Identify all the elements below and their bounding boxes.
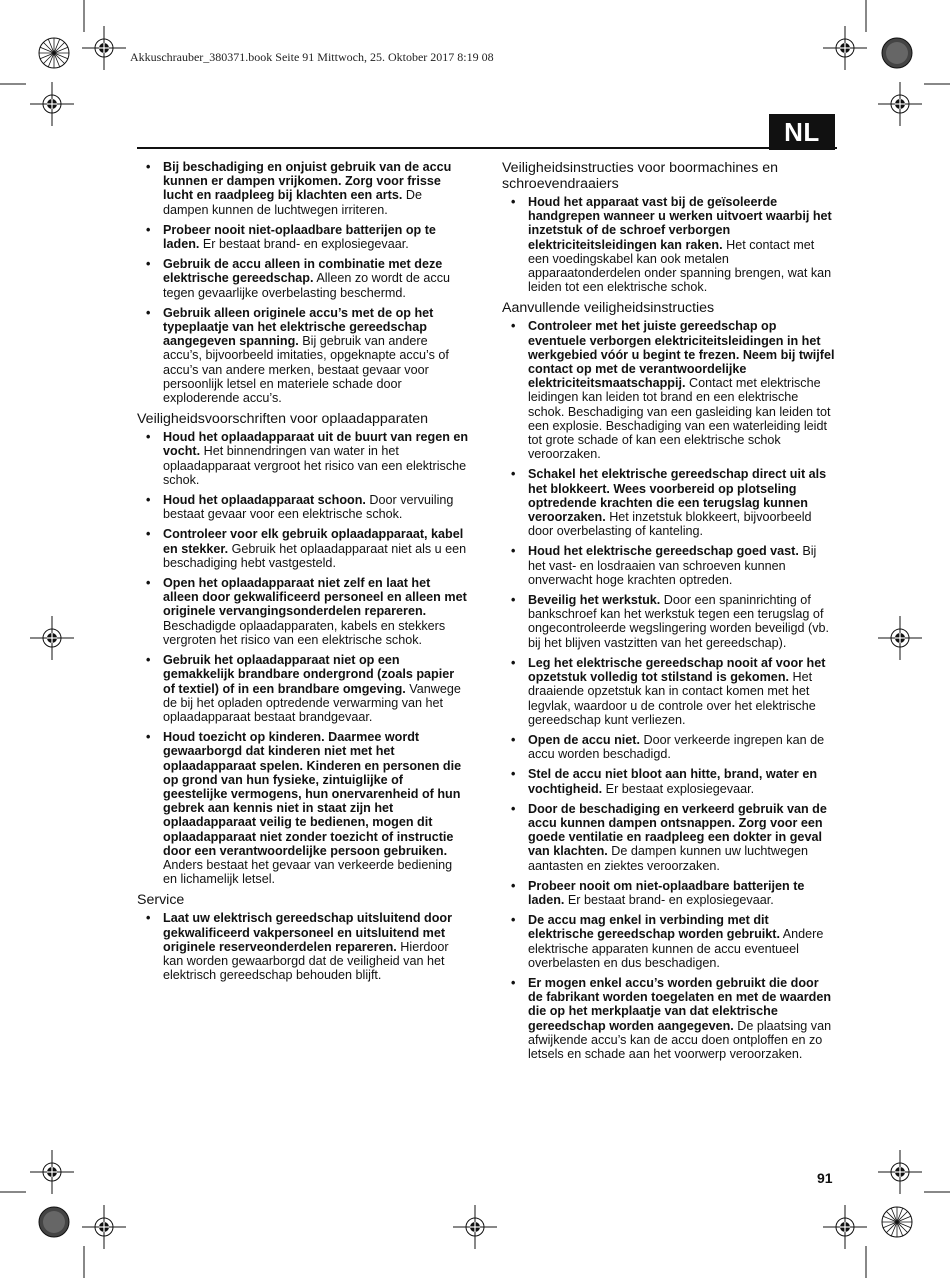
instruction-item [137,730,469,886]
instruction-bold-text: Houd het oplaadapparaat schoon. [163,493,366,508]
instruction-bold-text: Houd het apparaat vast bij de geïsoleerde handgrepen wanneer u werken uitvoert waarbij het inzetstuk of de schroef verborgen elektriciteitsleidingen kan raken. [528,195,832,252]
instruction-item [137,306,469,405]
instruction-text: Er bestaat brand- en explosiegevaar. [199,237,409,252]
language-badge: NL [769,114,835,150]
instruction-item [137,911,469,982]
instruction-bold-text: Probeer nooit niet-oplaadbare batterijen op te laden. [163,222,436,252]
instruction-text: De plaatsing van afwijkende accu’s kan de accu doen ontploffen en zo letsels en schade aan het voorwerp veroorzaken. [528,1018,832,1061]
instruction-bold-text: Open de accu niet. [528,732,640,747]
instruction-text: De dampen kunnen uw luchtwegen aantasten en ziektes veroorzaken. [528,844,809,873]
instruction-bold-text: Probeer nooit om niet-oplaadbare batterijen te laden. [528,878,805,907]
instruction-item [502,767,835,795]
instruction-list [502,319,835,1061]
instruction-text: Contact met elektrische leidingen kan leiden tot brand en een elektrische schok. Beschadiging van een gasleiding kan leiden tot een explosie. Beschadiging van een waterleiding leidt tot grote schade of kan een elektrische schok veroorzaken. [528,376,831,462]
instruction-item [137,430,469,487]
instruction-text: Er bestaat brand- en explosiegevaar. [564,892,774,907]
section-heading: Veiligheidsinstructies voor boormachines en schroevendraaiers [502,160,779,192]
section-heading: Aanvullende veiligheidsinstructies [502,300,715,317]
instruction-bold-text: Open het oplaadapparaat niet zelf en laat het alleen door gekwalificeerd personeel en alleen met originele vervangingsonderdelen repareren. [163,576,467,619]
instruction-item [502,467,835,538]
instruction-text: Door een spaninrichting of bankschroef kan het werkstuk tegen een terugslag of ongecontroleerde wegslingering worden beveiligd (vb. bij het blijven vastzitten van het gereedschap). [528,593,830,650]
instruction-bold-text: Gebruik de accu alleen in combinatie met deze elektrische gereedschap. [163,257,443,286]
instruction-bold-text: Houd toezicht op kinderen. Daarmee wordt gewaarborgd dat kinderen niet met het oplaadapparaat spelen. Kinderen en personen die op grond van hun fysieke, zintuiglijke of geestelijke vermogens, hun onervarenheid of hun gebrek aan kennis niet in staat zijn het oplaadapparaat veilig te bedienen, mogen dit oplaadapparaat niet zonder toezicht of instructie door een verantwoordelijke persoon gebruiken. [163,730,462,858]
instruction-bold-text: Houd het oplaadapparaat uit de buurt van regen en vocht. [163,430,469,459]
instruction-item [137,493,469,521]
instruction-text: Bij het vast- en losdraaien van schroeven kunnen onverwacht hoge krachten optreden. [528,544,817,587]
instruction-text: De dampen kunnen de luchtwegen irriteren. [163,188,422,217]
left-column [137,160,469,988]
instruction-text: Het draaiende opzetstuk kan in contact komen met het legvlak, waardoor u de controle over het elektrische gereedschap kunt verliezen. [528,670,816,727]
instruction-item [502,913,835,970]
instruction-text: Het binnendringen van water in het oplaadapparaat vergroot het risico van een elektrische schok. [163,444,467,487]
instruction-text: Het inzetstuk blokkeert, bijvoorbeeld door overbelasting of kanteling. [528,510,812,539]
instruction-item [137,160,469,217]
instruction-bold-text: Door de beschadiging en verkeerd gebruik van de accu kunnen dampen ontsnappen. Zorg voor een goede ventilatie en raadpleeg een dokter in geval van klachten. [528,801,827,859]
instruction-item [502,656,835,727]
instruction-text: Bij gebruik van andere accu’s, bijvoorbeeld imitaties, opgeknapte accu’s of accu’s van andere merken, bestaat gevaar voor persoonlijk letsel en materiele schade door exploderende accu’s. [163,334,449,406]
section-heading: Veiligheidsvoorschriften voor oplaadapparaten [137,411,429,428]
instruction-item [502,544,835,587]
print-file-info: Akkuschrauber_380371.book Seite 91 Mittwoch, 25. Oktober 2017 8:19 08 [130,50,494,64]
instruction-text: Door verkeerde ingrepen kan de accu worden beschadigd. [528,732,825,762]
instruction-list [137,160,469,405]
instruction-item [502,593,835,650]
instruction-item [502,976,835,1061]
instruction-text: Er bestaat explosiegevaar. [602,781,755,796]
instruction-text: Andere elektrische apparaten kunnen de accu eventueel overbelasten en dus beschadigen. [528,927,824,970]
instruction-text: Door vervuiling bestaat gevaar voor een elektrische schok. [163,493,454,522]
instruction-bold-text: Er mogen enkel accu’s worden gebruikt die door de fabrikant worden toegelaten en met de waarden die op het merkplaatje van dat elektrische gereedschap worden aangegeven. [528,975,832,1033]
instruction-item [137,257,469,300]
instruction-item [502,733,835,761]
instruction-text: Anders bestaat het gevaar van verkeerde bediening en lichamelijk letsel. [163,857,453,887]
page-number: 91 [817,1170,833,1186]
instruction-list [137,911,469,982]
instruction-text: Alleen zo wordt de accu tegen gevaarlijke overbelasting beschermd. [163,271,451,300]
instruction-item [137,223,469,251]
instruction-text: Beschadigde oplaadapparaten, kabels en stekkers vergroten het risico van een elektrische schok. [163,618,446,647]
instruction-item [502,195,835,294]
instruction-bold-text: Gebruik het oplaadapparaat niet op een gemakkelijk brandbare ondergrond (zoals papier of textiel) of in een brandbare omgeving. [163,653,455,696]
instruction-item [502,802,835,873]
instruction-item [137,653,469,724]
section-heading: Service [137,892,185,909]
instruction-list [502,195,835,294]
instruction-list [137,430,469,886]
header-rule [137,147,837,149]
right-column [502,160,835,1067]
instruction-bold-text: Controleer met het juiste gereedschap op eventuele verborgen elektriciteitsleidingen in het werkgebied vóór u begint te frezen. Neem bij twijfel contact op met de verantwoordelijke elektriciteitsmaatschappij. [528,319,835,391]
instruction-text: Vanwege de bij het opladen optredende verwarming van het oplaadapparaat bestaat brandgevaar. [163,681,461,724]
instruction-text: Gebruik het oplaadapparaat niet als u een beschadiging hebt vastgesteld. [163,541,467,570]
instruction-bold-text: Houd het elektrische gereedschap goed vast. [528,544,799,559]
instruction-bold-text: Leg het elektrische gereedschap nooit af voor het opzetstuk volledig tot stilstand is gekomen. [528,655,826,685]
instruction-bold-text: Gebruik alleen originele accu’s met de op het typeplaatje van het elektrische gereedschap aangegeven spanning. [163,305,434,349]
instruction-bold-text: Laat uw elektrisch gereedschap uitsluitend door gekwalificeerd vakpersoneel en uitsluitend met originele reserveonderdelen repareren. [163,911,453,954]
instruction-item [502,319,835,461]
instruction-bold-text: De accu mag enkel in verbinding met dit elektrische gereedschap worden gebruikt. [528,913,780,942]
instruction-item [502,879,835,907]
instruction-bold-text: Schakel het elektrische gereedschap direct uit als het blokkeert. Wees voorbereid op plotseling optredende krachten die een terugslag kunnen veroorzaken. [528,467,827,525]
instruction-bold-text: Beveilig het werkstuk. [528,593,661,608]
instruction-item [137,576,469,647]
instruction-bold-text: Controleer voor elk gebruik oplaadapparaat, kabel en stekker. [163,527,464,556]
instruction-bold-text: Bij beschadiging en onjuist gebruik van de accu kunnen er dampen vrijkomen. Zorg voor frisse lucht en raadpleeg bij klachten een arts. [163,160,452,203]
instruction-text: Het contact met een voedingskabel kan ook metalen apparaatonderdelen onder spanning brengen, wat kan leiden tot een elektrische schok. [528,237,832,295]
instruction-item [137,527,469,570]
instruction-text: Hierdoor kan worden gewaarborgd dat de veiligheid van het elektrisch gereedschap behouden blijft. [163,939,449,983]
instruction-bold-text: Stel de accu niet bloot aan hitte, brand, water en vochtigheid. [528,767,818,796]
